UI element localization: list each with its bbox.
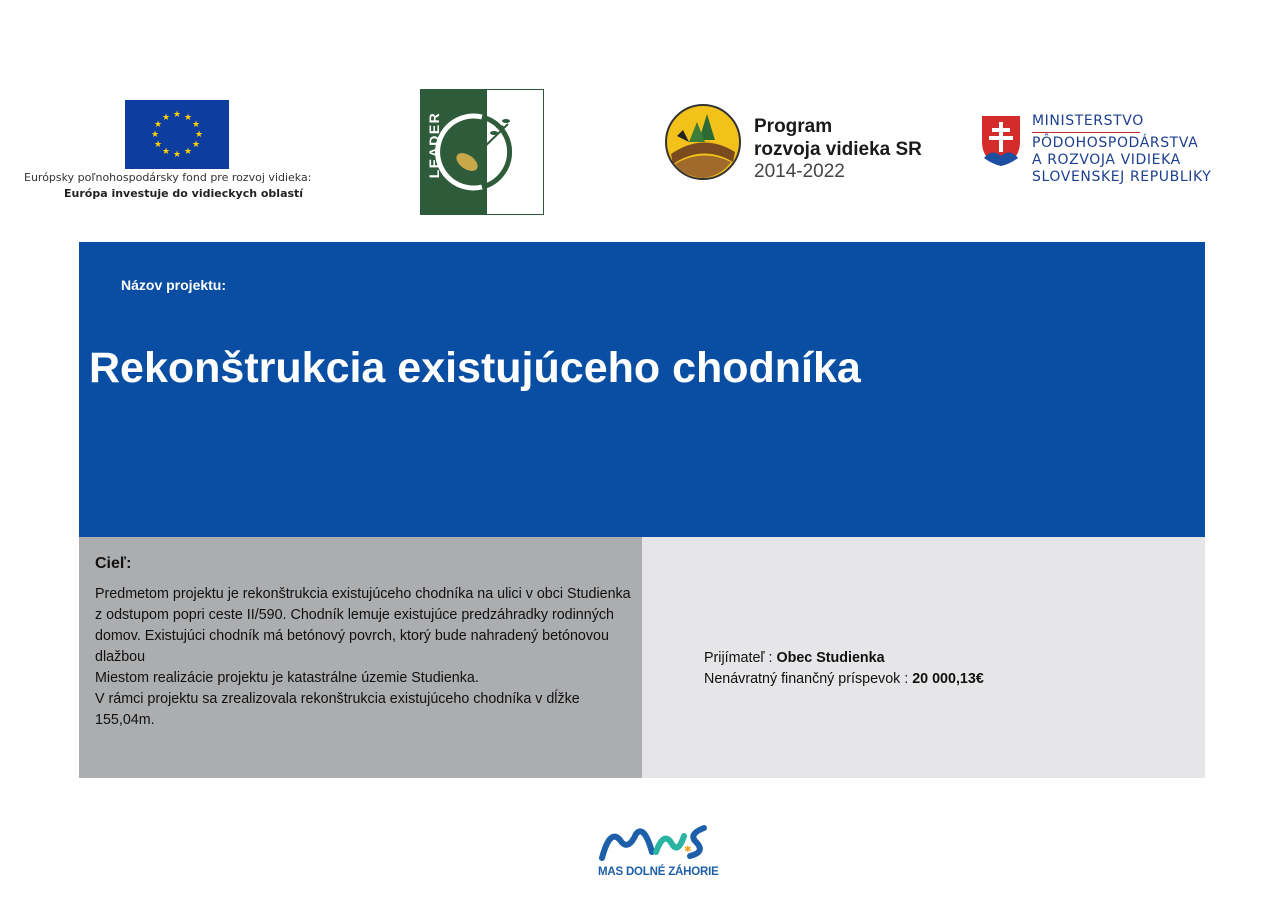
funding-panel <box>642 537 1205 778</box>
grant-value: 20 000,13€ <box>912 671 984 687</box>
eu-flag-icon <box>125 100 229 169</box>
svg-text:★: ★ <box>191 140 201 150</box>
mas-wave-icon <box>598 822 714 864</box>
ministry-line: PÔDOHOSPODÁRSTVA <box>1032 135 1199 151</box>
prv-title-line2: rozvoja vidieka SR <box>754 139 922 160</box>
svg-text:★: ★ <box>172 150 182 160</box>
goal-paragraph: Miestom realizácie projektu je katastrálne územie Studienka. <box>95 670 479 686</box>
svg-text:★: ★ <box>161 147 171 157</box>
ministry-line: MINISTERSTVO <box>1032 113 1144 129</box>
grant-label: Nenávratný finančný príspevok : <box>704 671 913 687</box>
project-banner <box>79 242 1205 537</box>
project-name-label: Názov projektu: <box>121 277 227 293</box>
ministry-logo <box>980 110 1240 200</box>
svg-text:★: ★ <box>194 130 204 140</box>
grant-row <box>704 669 984 690</box>
goal-paragraph: Predmetom projektu je rekonštrukcia existujúceho chodníka na ulici v obci Studienka z odstupom popri ceste II/590. Chodník lemuje existujúce predzáhradky rodinných domov. Existujúci chodník má betónový povrch, ktorý bude nahradený betónovou dlažbou <box>95 586 631 665</box>
eu-fund-slogan: Európa investuje do vidieckych oblastí <box>64 187 304 200</box>
project-title: Rekonštrukcia existujúceho chodníka <box>89 344 861 392</box>
mas-name: MAS DOLNÉ ZÁHORIE <box>598 866 719 878</box>
svg-text:★: ★ <box>153 140 163 150</box>
ministry-line: A ROZVOJA VIDIEKA <box>1032 152 1181 168</box>
prv-emblem-icon <box>663 102 743 182</box>
svg-text:★: ★ <box>153 120 163 130</box>
eu-fund-logo <box>24 98 344 208</box>
svg-text:★: ★ <box>161 113 171 123</box>
eu-fund-name: Európsky poľnohospodársky fond pre rozvoj vidieka: <box>24 171 312 184</box>
prv-title-line1: Program <box>754 116 833 137</box>
recipient-value: Obec Studienka <box>776 650 885 666</box>
leader-text: LEADER <box>426 111 442 179</box>
svg-text:★: ★ <box>183 113 193 123</box>
ministry-name <box>1032 113 1211 186</box>
slovak-coat-of-arms-icon <box>980 114 1022 168</box>
svg-text:★: ★ <box>191 120 201 130</box>
recipient-row <box>704 648 984 669</box>
leader-logo <box>420 89 544 215</box>
recipient-label: Prijímateľ : <box>704 650 777 666</box>
goal-panel <box>79 537 642 778</box>
svg-text:★: ★ <box>172 110 182 120</box>
ministry-line: SLOVENSKEJ REPUBLIKY <box>1032 169 1212 185</box>
goal-paragraph: V rámci projektu sa zrealizovala rekonštrukcia existujúceho chodníka v dĺžke 155,04m. <box>95 691 580 728</box>
prv-period: 2014-2022 <box>754 161 845 182</box>
svg-text:★: ★ <box>150 130 160 140</box>
rural-development-program-logo <box>663 102 953 182</box>
svg-text:★: ★ <box>183 147 193 157</box>
mas-dolne-zahorie-logo <box>598 822 719 886</box>
svg-text:✱: ✱ <box>684 845 692 855</box>
goal-heading: Cieľ: <box>95 555 132 572</box>
funding-info <box>704 648 984 690</box>
goal-description <box>95 584 635 731</box>
